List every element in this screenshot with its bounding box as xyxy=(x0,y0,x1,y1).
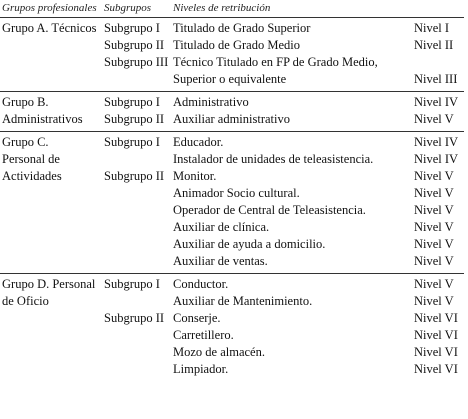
salary-level: Nivel V xyxy=(414,277,454,291)
group-label-line: de Oficio xyxy=(2,294,49,308)
salary-level: Nivel VI xyxy=(414,328,458,342)
position-title: Animador Socio cultural. xyxy=(173,186,300,200)
position-title: Monitor. xyxy=(173,169,217,183)
group-label-line: Grupo C. xyxy=(2,135,49,149)
row-divider xyxy=(0,91,464,92)
subgroup-label: Subgrupo I xyxy=(104,95,160,109)
position-title: Educador. xyxy=(173,135,224,149)
subgroup-label: Subgrupo II xyxy=(104,311,165,325)
position-title: Conductor. xyxy=(173,277,229,291)
position-title: Auxiliar de clínica. xyxy=(173,220,270,234)
position-title: Carretillero. xyxy=(173,328,234,342)
salary-level: Nivel V xyxy=(414,237,454,251)
position-title: Instalador de unidades de teleasistencia. xyxy=(173,152,374,166)
subgroup-label: Subgrupo III xyxy=(104,55,169,69)
position-title: Titulado de Grado Medio xyxy=(173,38,300,52)
subgroup-label: Subgrupo I xyxy=(104,21,160,35)
position-title: Superior o equivalente xyxy=(173,72,287,86)
subgroup-label: Subgrupo II xyxy=(104,38,165,52)
position-title: Titulado de Grado Superior xyxy=(173,21,311,35)
group-label-line: Administrativos xyxy=(2,112,83,126)
position-title: Auxiliar de Mantenimiento. xyxy=(173,294,313,308)
position-title: Operador de Central de Teleasistencia. xyxy=(173,203,366,217)
group-label-line: Actividades xyxy=(2,169,62,183)
position-title: Limpiador. xyxy=(173,362,229,376)
salary-level: Nivel V xyxy=(414,254,454,268)
subgroup-label: Subgrupo II xyxy=(104,112,165,126)
subgroup-label: Subgrupo I xyxy=(104,277,160,291)
row-divider xyxy=(0,17,464,18)
group-label-line: Grupo B. xyxy=(2,95,49,109)
salary-level: Nivel V xyxy=(414,220,454,234)
salary-level: Nivel VI xyxy=(414,362,458,376)
header-subgroups: Subgrupos xyxy=(104,2,152,14)
group-label-line: Grupo A. Técnicos xyxy=(2,21,97,35)
salary-level: Nivel V xyxy=(414,112,454,126)
salary-level: Nivel IV xyxy=(414,95,459,109)
position-title: Administrativo xyxy=(173,95,249,109)
salary-level: Nivel V xyxy=(414,169,454,183)
salary-level: Nivel II xyxy=(414,38,454,52)
salary-level: Nivel V xyxy=(414,203,454,217)
subgroup-label: Subgrupo II xyxy=(104,169,165,183)
salary-level: Nivel IV xyxy=(414,152,459,166)
position-title: Mozo de almacén. xyxy=(173,345,265,359)
header-groups: Grupos profesionales xyxy=(2,2,97,14)
group-label-line: Grupo D. Personal xyxy=(2,277,96,291)
salary-level: Nivel V xyxy=(414,186,454,200)
salary-level: Nivel V xyxy=(414,294,454,308)
position-title: Auxiliar de ventas. xyxy=(173,254,268,268)
row-divider xyxy=(0,273,464,274)
salary-level: Nivel VI xyxy=(414,311,458,325)
row-divider xyxy=(0,131,464,132)
subgroup-label: Subgrupo I xyxy=(104,135,160,149)
position-title: Auxiliar de ayuda a domicilio. xyxy=(173,237,326,251)
salary-level: Nivel IV xyxy=(414,135,459,149)
group-label-line: Personal de xyxy=(2,152,60,166)
position-title: Conserje. xyxy=(173,311,221,325)
position-title: Técnico Titulado en FP de Grado Medio, xyxy=(173,55,378,69)
header-levels: Niveles de retribución xyxy=(173,2,271,14)
salary-level: Nivel VI xyxy=(414,345,458,359)
salary-level: Nivel III xyxy=(414,72,458,86)
salary-level: Nivel I xyxy=(414,21,450,35)
position-title: Auxiliar administrativo xyxy=(173,112,290,126)
